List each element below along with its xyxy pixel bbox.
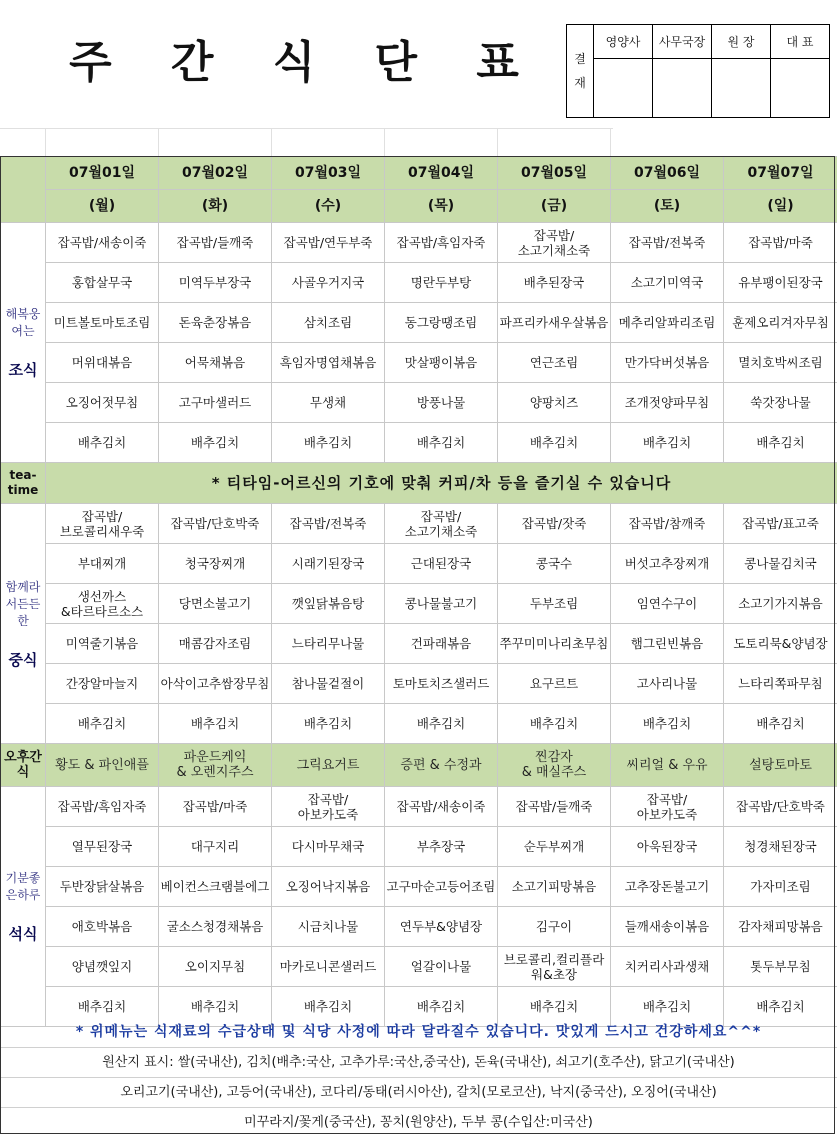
dish-cell: 배추김치 (46, 987, 159, 1027)
dish-cell: 잡곡밥/흑임자죽 (46, 787, 159, 827)
dish-cell: 임연수구이 (611, 584, 724, 624)
dish-cell: 배추김치 (46, 704, 159, 744)
dish-cell: 훈제오리겨자무침 (724, 303, 837, 343)
dish-cell: 고구마샐러드 (159, 383, 272, 423)
dish-cell: 배추김치 (46, 423, 159, 463)
dish-cell: 머위대볶음 (46, 343, 159, 383)
dish-cell: 시금치나물 (272, 907, 385, 947)
dish-cell: 잡곡밥/단호박죽 (159, 504, 272, 544)
dish-cell: 콩나물김치국 (724, 544, 837, 584)
dish-cell: 청국장찌개 (159, 544, 272, 584)
dish-cell: 애호박볶음 (46, 907, 159, 947)
page-title: 주 간 식 단 표 (0, 26, 610, 90)
dow-row (1, 190, 837, 223)
menu-row (1, 303, 837, 343)
dish-cell: 배추김치 (724, 423, 837, 463)
teatime-label: tea-time (1, 463, 46, 504)
dish-cell: 건파래볶음 (385, 624, 498, 664)
menu-row (1, 383, 837, 423)
dish-cell: 잡곡밥/연두부죽 (272, 223, 385, 263)
day-date: 07월06일 (611, 157, 724, 190)
dish-cell: 배추김치 (498, 704, 611, 744)
signature-cell[interactable] (771, 59, 830, 118)
dish-cell: 무생채 (272, 383, 385, 423)
dish-cell: 잡곡밥/새송이죽 (385, 787, 498, 827)
dish-cell: 쭈꾸미미나리초무침 (498, 624, 611, 664)
dish-cell: 오징어젓무침 (46, 383, 159, 423)
dish-cell: 미역줄기볶음 (46, 624, 159, 664)
menu-row (1, 704, 837, 744)
dish-cell: 브로콜리,컬리플라 워&초장 (498, 947, 611, 987)
dish-cell: 마카로니콘샐러드 (272, 947, 385, 987)
dish-cell: 햄그린빈볶음 (611, 624, 724, 664)
menu-table (0, 156, 837, 1027)
approval-side-label: 결재 (567, 25, 594, 118)
dish-cell: 얼갈이나물 (385, 947, 498, 987)
dish-cell: 부추장국 (385, 827, 498, 867)
dish-cell: 잡곡밥/ 아보카도죽 (611, 787, 724, 827)
dish-cell: 감자채피망볶음 (724, 907, 837, 947)
signature-cell[interactable] (712, 59, 771, 118)
menu-row (1, 544, 837, 584)
meal-description: 함께라서든든한 (6, 580, 41, 628)
dish-cell: 사골우거지국 (272, 263, 385, 303)
dish-cell: 잡곡밥/잣죽 (498, 504, 611, 544)
dish-cell: 배추김치 (159, 704, 272, 744)
snack-item: 씨리얼 & 우유 (611, 744, 724, 787)
day-date: 07월02일 (159, 157, 272, 190)
origin-line: 원산지 표시: 쌀(국내산), 김치(배추:국산, 고추가루:국산,중국산), 돈육(국내산), 쇠고기(호주산), 닭고기(국내산) (0, 1048, 837, 1078)
day-date: 07월05일 (498, 157, 611, 190)
dish-cell: 맛살팽이볶음 (385, 343, 498, 383)
dish-cell: 잡곡밥/ 브로콜리새우죽 (46, 504, 159, 544)
dish-cell: 조개젓양파무침 (611, 383, 724, 423)
meal-name: 중식 (2, 652, 44, 669)
dish-cell: 고구마순고등어조림 (385, 867, 498, 907)
dish-cell: 양념깻잎지 (46, 947, 159, 987)
teatime-notice: * 티타임-어르신의 기호에 맞춰 커피/차 등을 즐기실 수 있습니다 (46, 463, 837, 504)
dish-cell: 잡곡밥/표고죽 (724, 504, 837, 544)
dish-cell: 대구지리 (159, 827, 272, 867)
dish-cell: 잡곡밥/들깨죽 (498, 787, 611, 827)
corner-cell (1, 157, 46, 223)
dish-cell: 양팡치즈 (498, 383, 611, 423)
dish-cell: 배추김치 (611, 704, 724, 744)
dish-cell: 메추리알꽈리조림 (611, 303, 724, 343)
dish-cell: 시래기된장국 (272, 544, 385, 584)
dish-cell: 배추김치 (159, 423, 272, 463)
day-date: 07월07일 (724, 157, 837, 190)
dish-cell: 멸치호박씨조림 (724, 343, 837, 383)
day-date: 07월01일 (46, 157, 159, 190)
dish-cell: 잡곡밥/단호박죽 (724, 787, 837, 827)
dish-cell: 배추김치 (272, 423, 385, 463)
dish-cell: 배추김치 (272, 987, 385, 1027)
dish-cell: 연두부&양념장 (385, 907, 498, 947)
dish-cell: 소고기가지볶음 (724, 584, 837, 624)
dish-cell: 배추김치 (385, 704, 498, 744)
approval-role: 대 표 (771, 25, 830, 59)
menu-row (1, 423, 837, 463)
snack-item: 파운드케익 & 오렌지주스 (159, 744, 272, 787)
dish-cell: 베이컨스크램블에그 (159, 867, 272, 907)
dish-cell: 깻잎닭볶음탕 (272, 584, 385, 624)
day-of-week: (화) (159, 190, 272, 223)
approval-role: 사무국장 (653, 25, 712, 59)
approval-box (566, 24, 830, 118)
dish-cell: 요구르트 (498, 664, 611, 704)
approval-role: 영양사 (594, 25, 653, 59)
menu-row (1, 827, 837, 867)
dish-cell: 다시마무채국 (272, 827, 385, 867)
dish-cell: 잡곡밥/흑임자죽 (385, 223, 498, 263)
dish-cell: 잡곡밥/ 소고기채소죽 (498, 223, 611, 263)
snack-item: 증편 & 수정과 (385, 744, 498, 787)
dish-cell: 배추김치 (724, 704, 837, 744)
date-row (1, 157, 837, 190)
notice-warning: * 위메뉴는 식재료의 수급상태 및 식당 사정에 따라 달라질수 있습니다. 맛있게 드시고 건강하세요^^* (0, 1018, 837, 1048)
dish-cell: 배추김치 (498, 987, 611, 1027)
dish-cell: 잡곡밥/새송이죽 (46, 223, 159, 263)
lunch-label (1, 504, 46, 744)
dish-cell: 당면소불고기 (159, 584, 272, 624)
menu-row (1, 947, 837, 987)
dish-cell: 만가닥버섯볶음 (611, 343, 724, 383)
dish-cell: 콩나물불고기 (385, 584, 498, 624)
dish-cell: 잡곡밥/전복죽 (272, 504, 385, 544)
dish-cell: 간장알마늘지 (46, 664, 159, 704)
dish-cell: 두부조림 (498, 584, 611, 624)
dish-cell: 느타리쪽파무침 (724, 664, 837, 704)
dish-cell: 배추김치 (159, 987, 272, 1027)
dish-cell: 배추김치 (611, 423, 724, 463)
dish-cell: 동그랑땡조림 (385, 303, 498, 343)
snack-item: 황도 & 파인애플 (46, 744, 159, 787)
menu-row (1, 664, 837, 704)
dish-cell: 소고기피망볶음 (498, 867, 611, 907)
dish-cell: 유부팽이된장국 (724, 263, 837, 303)
dish-cell: 오징어낙지볶음 (272, 867, 385, 907)
meal-name: 석식 (2, 926, 44, 943)
dish-cell: 배추김치 (272, 704, 385, 744)
dish-cell: 굴소스청경채볶음 (159, 907, 272, 947)
dish-cell: 방풍나물 (385, 383, 498, 423)
dish-cell: 김구이 (498, 907, 611, 947)
dish-cell: 연근조림 (498, 343, 611, 383)
dish-cell: 흑임자명엽채볶음 (272, 343, 385, 383)
dish-cell: 톳두부무침 (724, 947, 837, 987)
snack-label: 오후간식 (1, 744, 46, 787)
day-date: 07월04일 (385, 157, 498, 190)
dish-cell: 근대된장국 (385, 544, 498, 584)
dish-cell: 아삭이고추쌈장무침 (159, 664, 272, 704)
dish-cell: 순두부찌개 (498, 827, 611, 867)
dish-cell: 잡곡밥/마죽 (159, 787, 272, 827)
dish-cell: 파프리카새우살볶음 (498, 303, 611, 343)
dish-cell: 토마토치즈샐러드 (385, 664, 498, 704)
menu-row (1, 263, 837, 303)
dish-cell: 배추된장국 (498, 263, 611, 303)
dish-cell: 배추김치 (611, 987, 724, 1027)
dish-cell: 치커리사과생채 (611, 947, 724, 987)
day-of-week: (월) (46, 190, 159, 223)
dish-cell: 버섯고추장찌개 (611, 544, 724, 584)
dish-cell: 배추김치 (498, 423, 611, 463)
day-of-week: (목) (385, 190, 498, 223)
dish-cell: 도토리묵&양념장 (724, 624, 837, 664)
dinner-label (1, 787, 46, 1027)
menu-row (1, 223, 837, 263)
dish-cell: 배추김치 (385, 423, 498, 463)
day-date: 07월03일 (272, 157, 385, 190)
dish-cell: 잡곡밥/들깨죽 (159, 223, 272, 263)
approval-role: 원 장 (712, 25, 771, 59)
dish-cell: 청경채된장국 (724, 827, 837, 867)
dish-cell: 잡곡밥/ 아보카도죽 (272, 787, 385, 827)
spacer-row (0, 128, 612, 156)
menu-row (1, 343, 837, 383)
day-of-week: (토) (611, 190, 724, 223)
dish-cell: 미트볼토마토조림 (46, 303, 159, 343)
dish-cell: 두반장닭살볶음 (46, 867, 159, 907)
menu-row (1, 504, 837, 544)
dish-cell: 콩국수 (498, 544, 611, 584)
dish-cell: 참나물겉절이 (272, 664, 385, 704)
dish-cell: 소고기미역국 (611, 263, 724, 303)
dish-cell: 어묵채볶음 (159, 343, 272, 383)
menu-row (1, 584, 837, 624)
menu-row (1, 787, 837, 827)
dish-cell: 쑥갓장나물 (724, 383, 837, 423)
meal-description: 해복웅여는 (6, 307, 41, 338)
dish-cell: 잡곡밥/ 소고기채소죽 (385, 504, 498, 544)
origin-line: 오리고기(국내산), 고등어(국내산), 코다리/동태(러시아산), 갈치(모로코산), 낙지(중국산), 오징어(국내산) (0, 1078, 837, 1108)
dish-cell: 잡곡밥/마죽 (724, 223, 837, 263)
footer (0, 1018, 837, 1137)
dish-cell: 잡곡밥/전복죽 (611, 223, 724, 263)
dish-cell: 열무된장국 (46, 827, 159, 867)
breakfast-label (1, 223, 46, 463)
teatime-row (1, 463, 837, 504)
dish-cell: 고사리나물 (611, 664, 724, 704)
origin-line: 미꾸라지/꽃게(중국산), 꽁치(원양산), 두부 콩(수입산:미국산) (0, 1108, 837, 1137)
dish-cell: 들깨새송이볶음 (611, 907, 724, 947)
dish-cell: 잡곡밥/참깨죽 (611, 504, 724, 544)
dish-cell: 생선까스 &타르타르소스 (46, 584, 159, 624)
dish-cell: 느타리무나물 (272, 624, 385, 664)
dish-cell: 돈육춘장볶음 (159, 303, 272, 343)
day-of-week: (수) (272, 190, 385, 223)
snack-item: 그릭요거트 (272, 744, 385, 787)
meal-description: 기분좋은하루 (6, 871, 41, 902)
dish-cell: 오이지무침 (159, 947, 272, 987)
snack-row (1, 744, 837, 787)
dish-cell: 고추장돈불고기 (611, 867, 724, 907)
dish-cell: 홍합살무국 (46, 263, 159, 303)
dish-cell: 가자미조림 (724, 867, 837, 907)
day-of-week: (일) (724, 190, 837, 223)
signature-cell[interactable] (594, 59, 653, 118)
menu-row (1, 867, 837, 907)
menu-row (1, 624, 837, 664)
dish-cell: 배추김치 (724, 987, 837, 1027)
dish-cell: 부대찌개 (46, 544, 159, 584)
meal-name: 조식 (2, 362, 44, 379)
dish-cell: 아욱된장국 (611, 827, 724, 867)
menu-row (1, 907, 837, 947)
day-of-week: (금) (498, 190, 611, 223)
dish-cell: 명란두부탕 (385, 263, 498, 303)
snack-item: 찐감자 & 매실주스 (498, 744, 611, 787)
dish-cell: 미역두부장국 (159, 263, 272, 303)
dish-cell: 삼치조림 (272, 303, 385, 343)
dish-cell: 배추김치 (385, 987, 498, 1027)
dish-cell: 매콤감자조림 (159, 624, 272, 664)
signature-cell[interactable] (653, 59, 712, 118)
snack-item: 설탕토마토 (724, 744, 837, 787)
